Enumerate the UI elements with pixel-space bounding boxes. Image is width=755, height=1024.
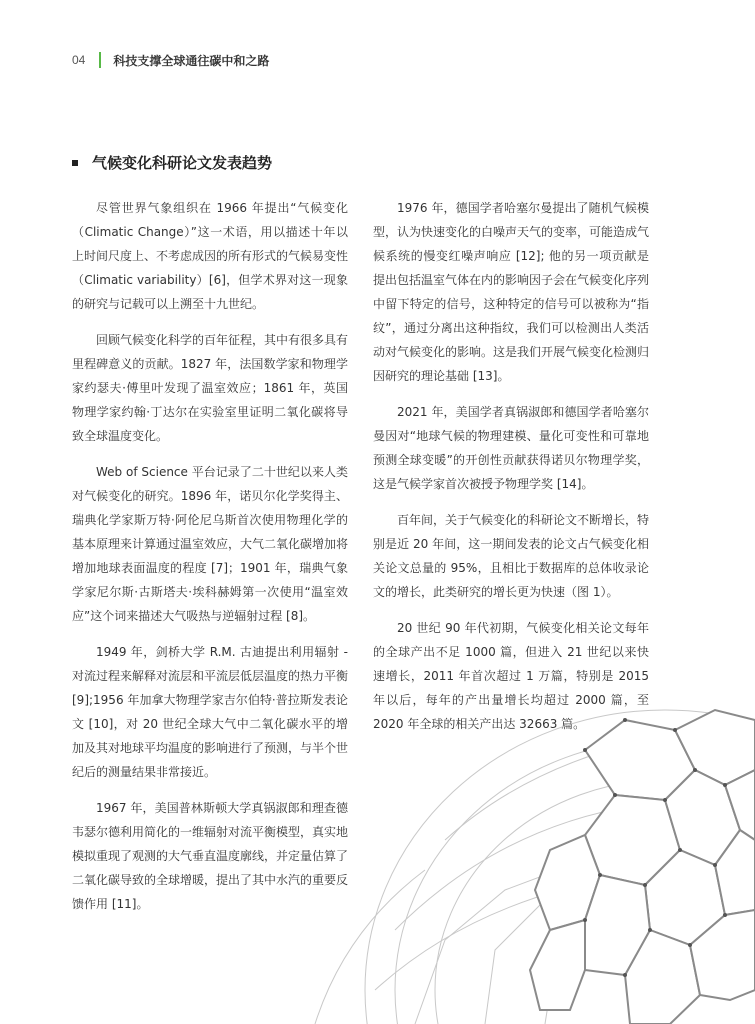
running-title: 科技支撑全球通往碳中和之路 (113, 53, 270, 68)
paragraph: 1976 年，德国学者哈塞尔曼提出了随机气候模型，认为快速变化的白噪声天气的变率，可能造成气候系统的慢变红噪声响应 [12]; 他的另一项贡献是提出包括温室气体在内的影响因子会在气候变化序列中留下特定的信号，这种特定的信号可以被称为“指纹”，通过分离出这种指纹，我们可以检测出人类活动对气候变化的影响。这是我们开展气候变化检测归因研究的理论基础 [13]。 (373, 201, 650, 383)
paragraph: 20 世纪 90 年代初期，气候变化相关论文每年的全球产出不足 1000 篇，但进入 21 世纪以来快速增长，2011 年首次超过 1 万篇，特别是 2015 年以后，每年的产出量增长均超过 2000 篇，至 2020 年全球的相关产出达 32663 篇。 (373, 621, 649, 731)
geodesic-globe-graphic (285, 690, 755, 1024)
paragraph: 1967 年，美国普林斯顿大学真锅淑郎和理查德韦瑟尔德利用简化的一维辐射对流平衡模型，真实地模拟重现了观测的大气垂直温度廓线，并定量估算了二氧化碳导致的全球增暖，提出了其中水汽的重要反馈作用 [11]。 (72, 801, 349, 911)
header-divider (99, 52, 101, 68)
paragraph: 2021 年，美国学者真锅淑郎和德国学者哈塞尔曼因对“地球气候的物理建模、量化可变性和可靠地预测全球变暖”的开创性贡献获得诺贝尔物理学奖，这是气候学家首次被授予物理学奖 [14]。 (373, 405, 649, 491)
paragraph: 尽管世界气象组织在 1966 年提出“气候变化（Climatic Change）”这一术语，用以描述十年以上时间尺度上、不考虑成因的所有形式的气候易变性（Climatic variability）[6]，但学术界对这一现象的研究与记载可以上溯至十九世纪。 (72, 201, 349, 311)
section-title: 气候变化科研论文发表趋势 (92, 154, 273, 172)
paragraph: 1949 年，剑桥大学 R.M. 古迪提出利用辐射 - 对流过程来解释对流层和平流层低层温度的热力平衡 [9];1956 年加拿大物理学家吉尔伯特·普拉斯发表论文 [10]，对 20 世纪全球大气中二氧化碳水平的增加及其对地球平均温度的影响进行了预测，与半个世纪后的测量结果非常接近。 (72, 645, 349, 779)
right-column (373, 196, 649, 748)
paragraph: Web of Science 平台记录了二十世纪以来人类对气候变化的研究。1896 年，诺贝尔化学奖得主、瑞典化学家斯万特·阿伦尼乌斯首次使用物理化学的基本原理来计算通过温室效应，大气二氧化碳增加将增加地球表面温度的程度 [7]；1901 年，瑞典气象学家尼尔斯·古斯塔夫·埃科赫姆第一次使用“温室效应”这个词来描述大气吸热与逆辐射过程 [8]。 (72, 465, 349, 623)
page-header (72, 48, 269, 72)
section-heading (72, 152, 272, 173)
paragraph: 百年间，关于气候变化的科研论文不断增长，特别是近 20 年间，这一期间发表的论文占气候变化相关论文总量的 95%，且相比于数据库的总体收录论文的增长，此类研究的增长更为快速（图 1）。 (373, 513, 650, 599)
page-number: 04 (72, 53, 86, 67)
paragraph: 回顾气候变化科学的百年征程，其中有很多具有里程碑意义的贡献。1827 年，法国数学家和物理学家约瑟夫·傅里叶发现了温室效应；1861 年，英国物理学家约翰·丁达尔在实验室里证明二氧化碳将导致全球温度变化。 (72, 333, 349, 443)
square-bullet-icon (72, 160, 78, 166)
